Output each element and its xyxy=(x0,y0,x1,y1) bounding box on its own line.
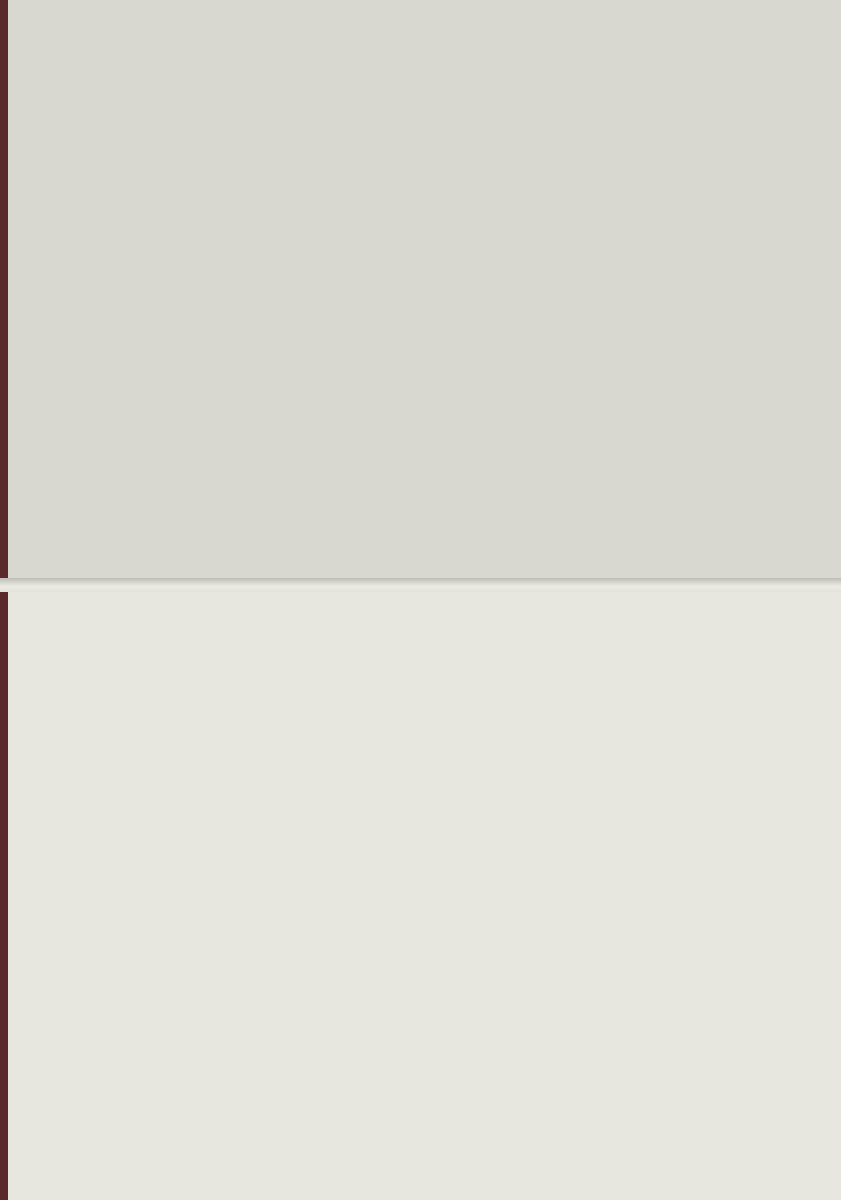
page-556 xyxy=(8,592,841,1200)
toc-first-page xyxy=(8,592,841,1200)
book-spine xyxy=(0,0,8,1200)
page-557 xyxy=(8,0,841,578)
book-gutter xyxy=(0,578,841,592)
toc-continuation xyxy=(8,0,841,578)
